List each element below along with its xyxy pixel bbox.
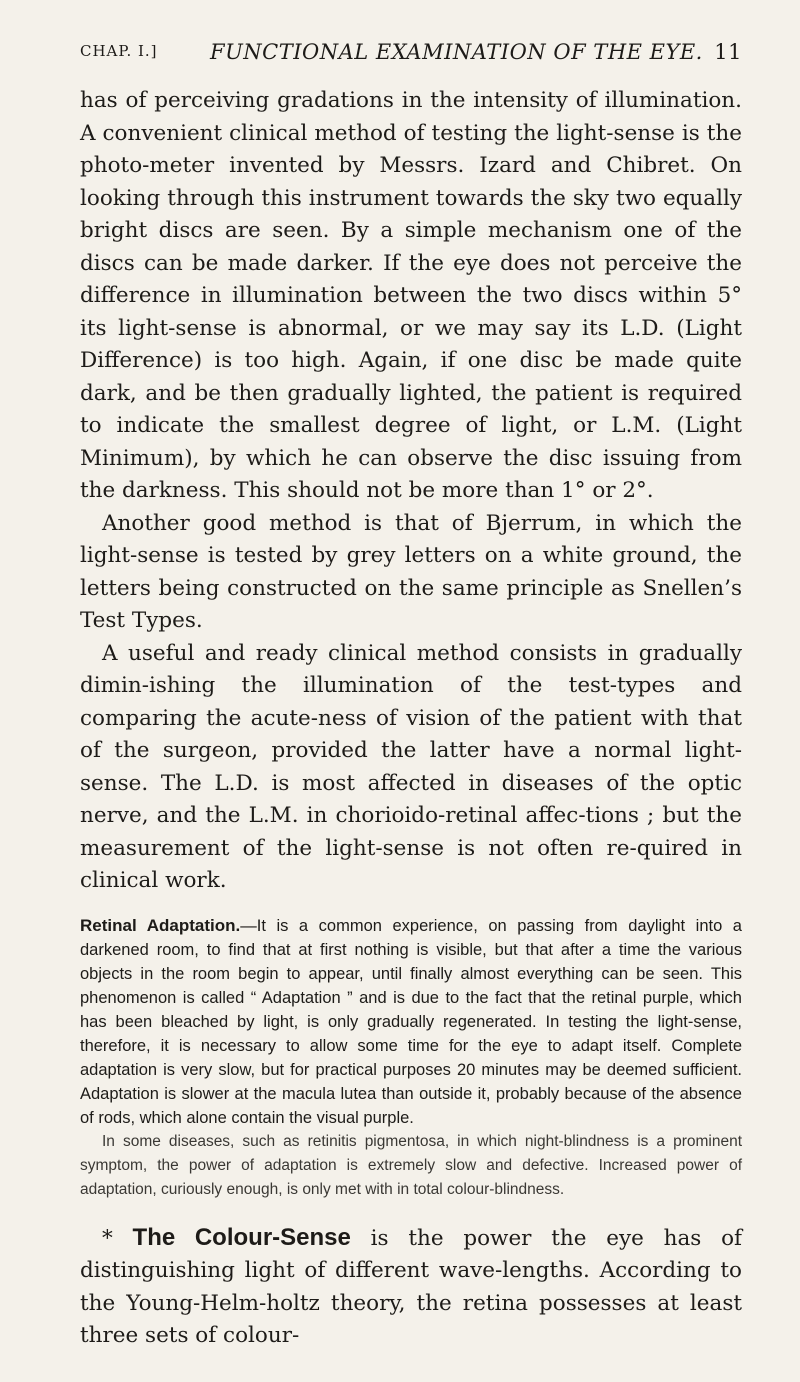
page-body (80, 85, 742, 1353)
light-sense-section (80, 85, 742, 898)
retinal-adaptation-heading: Retinal Adaptation. (80, 915, 241, 935)
page-number: 11 (714, 40, 742, 64)
colour-sense-paragraph (80, 1222, 742, 1353)
colour-sense-heading: The Colour-Sense (132, 1223, 351, 1251)
retinal-adaptation-paragraph (80, 914, 742, 1130)
paragraph-bjerrum: Another good method is that of Bjerrum, in which the light-sense is tested by grey letters on a white ground, the letters being constructed on the same principle as Snellen’s Test Types. (80, 510, 742, 633)
colour-sense-text: is the power the eye has of distinguishing light of different wave-lengths. According to the Young-Helm-holtz theory, the retina possesses at least three sets of colour- (80, 1225, 742, 1348)
paragraph-photometer: has of perceiving gradations in the intensity of illumination. A convenient clinical method of testing the light-sense is the photo-meter invented by Messrs. Izard and Chibret. On looking through this instrument towards the sky two equally bright discs are seen. By a simple mechanism one of the discs can be made darker. If the eye does not perceive the difference in illumination between the two discs within 5° its light-sense is abnormal, or we may say its L.D. (Light Difference) is too high. Again, if one disc be made quite dark, and be then gradually lighted, the patient is required to indicate the smallest degree of light, or L.M. (Light Minimum), by which he can observe the disc issuing from the darkness. This should not be more than 1° or 2°. (80, 88, 742, 503)
running-title: FUNCTIONAL EXAMINATION OF THE EYE. (210, 40, 703, 64)
chapter-label: CHAP. I.] (80, 42, 158, 60)
retinal-adaptation-section (80, 914, 742, 1202)
retinal-adaptation-note: In some diseases, such as retinitis pigmentosa, in which night-blindness is a prominent symptom, the power of adaptation is extremely slow and defective. Increased power of adaptation, curiously enough, is only met with in total colour-blindness. (80, 1132, 742, 1198)
paragraph-clinical-method: A useful and ready clinical method consists in gradually dimin-ishing the illumination of the test-types and comparing the acute-ness of vision of the patient with that of the surgeon, provided the latter have a normal light-sense. The L.D. is most affected in diseases of the optic nerve, and the L.M. in chorioido-retinal affec-tions ; but the measurement of the light-sense is not often re-quired in clinical work. (80, 640, 742, 893)
footnote-star: * (102, 1225, 113, 1251)
running-header (80, 40, 742, 70)
retinal-adaptation-text: —It is a common experience, on passing from daylight into a darkened room, to find that at first nothing is visible, but that after a time the various objects in the room begin to appear, until finally almost everything can be seen. This phenomenon is called “ Adaptation ” and is due to the fact that the retinal purple, which has been bleached by light, is only gradually regenerated. In testing the light-sense, therefore, it is necessary to allow some time for the eye to adapt itself. Complete adaptation is very slow, but for practical purposes 20 minutes may be deemed sufficient. Adaptation is slower at the macula lutea than outside it, probably because of the absence of rods, which alone contain the visual purple. (80, 916, 742, 1127)
colour-sense-section (80, 1222, 742, 1353)
